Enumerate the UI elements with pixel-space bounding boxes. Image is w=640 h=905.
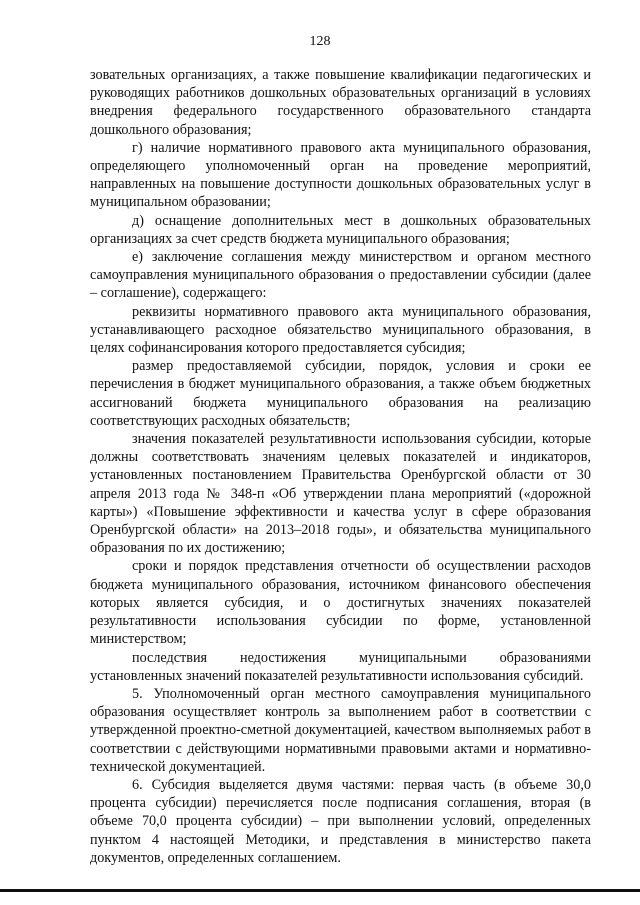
paragraph-consequences: последствия недостижения муниципальными образованиями установленных значений показателей результативности использования субсидий. — [90, 649, 591, 684]
document-body — [90, 66, 591, 867]
paragraph-continuation: зовательных организациях, а также повышение квалификации педагогических и руководящих работников дошкольных образовательных организаций в условиях внедрения федерального государственного образовательного стандарта дошкольного образования; — [90, 67, 591, 138]
paragraph-item-d: д) оснащение дополнительных мест в дошкольных образовательных организациях за счет средств бюджета муниципального образования; — [90, 212, 591, 247]
paragraph-clause-5: 5. Уполномоченный орган местного самоуправления муниципального образования осуществляет контроль за выполнением работ в соответствии с утвержденной проектно-сметной документацией, качеством выполняемых работ в соответствии с действующими нормативными правовыми актами и нормативно-технической документацией. — [90, 685, 591, 775]
paragraph-indicators: значения показателей результативности использования субсидии, которые должны соответствовать значениям целевых показателей и индикаторов, установленных постановлением Правительства Оренбургской области от 30 апреля 2013 года № 348-п «Об утверждении плана мероприятий («дорожной карты») «Повышение эффективности и качества услуг в сфере образования Оренбургской области» на 2013–2018 годы», и обязательства муниципального образования по их достижению; — [90, 431, 591, 557]
paragraph-item-e: е) заключение соглашения между министерством и органом местного самоуправления муниципального образования о предоставлении субсидии (далее – соглашение), содержащего: — [90, 249, 591, 302]
page-number: 128 — [309, 34, 331, 49]
bottom-divider — [0, 889, 640, 892]
paragraph-requisites: реквизиты нормативного правового акта муниципального образования, устанавливающего расходное обязательство муниципального образования, в целях софинансирования которого предоставляется субсидия; — [90, 303, 591, 357]
paragraph-subsidy-size: размер предоставляемой субсидии, порядок, условия и сроки ее перечисления в бюджет муниципального образования, а также объем бюджетных ассигнований бюджета муниципального образования на реализацию соответствующих расходных обязательств; — [90, 358, 591, 429]
paragraph-item-g: г) наличие нормативного правового акта муниципального образования, определяющего уполномоченный орган на проведение мероприятий, направленных на повышение доступности дошкольных образовательных услуг в муниципальном образовании; — [90, 139, 591, 211]
paragraph-reporting: сроки и порядок представления отчетности об осуществлении расходов бюджета муниципального образования, источником финансового обеспечения которых является субсидия, и о достигнутых значениях показателей результативности использования субсидии по форме, установленной министерством; — [90, 558, 591, 648]
paragraph-clause-6: 6. Субсидия выделяется двумя частями: первая часть (в объеме 30,0 процента субсидии) перечисляется после подписания соглашения, вторая (в объеме 70,0 процента субсидии) – при выполнении условий, определенных пунктом 4 настоящей Методики, и представления в министерство пакета документов, определенных соглашением. — [90, 776, 591, 866]
